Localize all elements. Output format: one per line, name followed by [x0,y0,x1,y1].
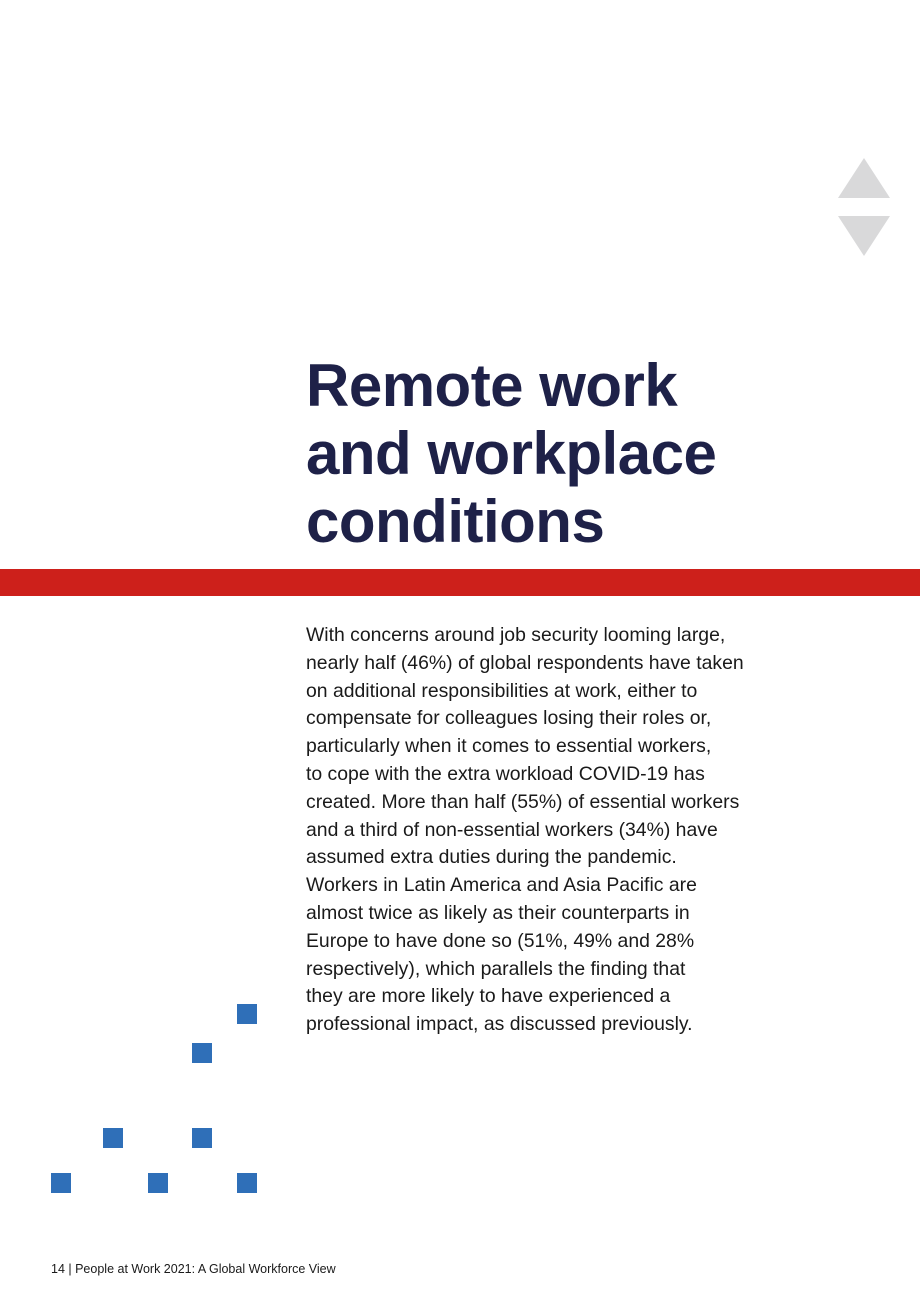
decorative-square [148,1173,168,1193]
decorative-square [103,1128,123,1148]
body-line: particularly when it comes to essential workers, [306,735,712,758]
body-line: Workers in Latin America and Asia Pacific are [306,874,697,897]
title-line-2: and workplace [306,420,717,487]
body-line: With concerns around job security looming large, [306,624,726,646]
body-line: almost twice as likely as their counterparts in [306,901,690,924]
decorative-square [192,1128,212,1148]
triangle-down-icon [838,216,890,256]
decorative-square [237,1173,257,1193]
decorative-square [237,1004,257,1024]
decorative-square [192,1043,212,1063]
body-line: Europe to have done so (51%, 49% and 28% [306,929,695,952]
body-line: they are more likely to have experienced a [306,985,671,1008]
body-line: on additional responsibilities at work, either to [306,679,698,702]
body-line: respectively), which parallels the finding that [306,957,686,980]
body-paragraph [306,622,846,1039]
page-title [306,352,866,556]
title-line-3: conditions [306,488,605,555]
body-line: and a third of non-essential workers (34%) have [306,818,718,841]
body-line: assumed extra duties during the pandemic. [306,846,677,869]
decorative-square [51,1173,71,1193]
page-footer: 14 | People at Work 2021: A Global Workforce View [51,1262,336,1276]
body-line: nearly half (46%) of global respondents have taken [306,651,744,674]
body-line: created. More than half (55%) of essential workers [306,790,740,813]
body-line: to cope with the extra workload COVID-19 has [306,762,705,785]
body-line: professional impact, as discussed previously. [306,1013,693,1036]
triangle-up-icon [838,158,890,198]
red-accent-band [0,569,920,596]
body-line: compensate for colleagues losing their roles or, [306,707,712,730]
title-line-1: Remote work [306,352,678,419]
